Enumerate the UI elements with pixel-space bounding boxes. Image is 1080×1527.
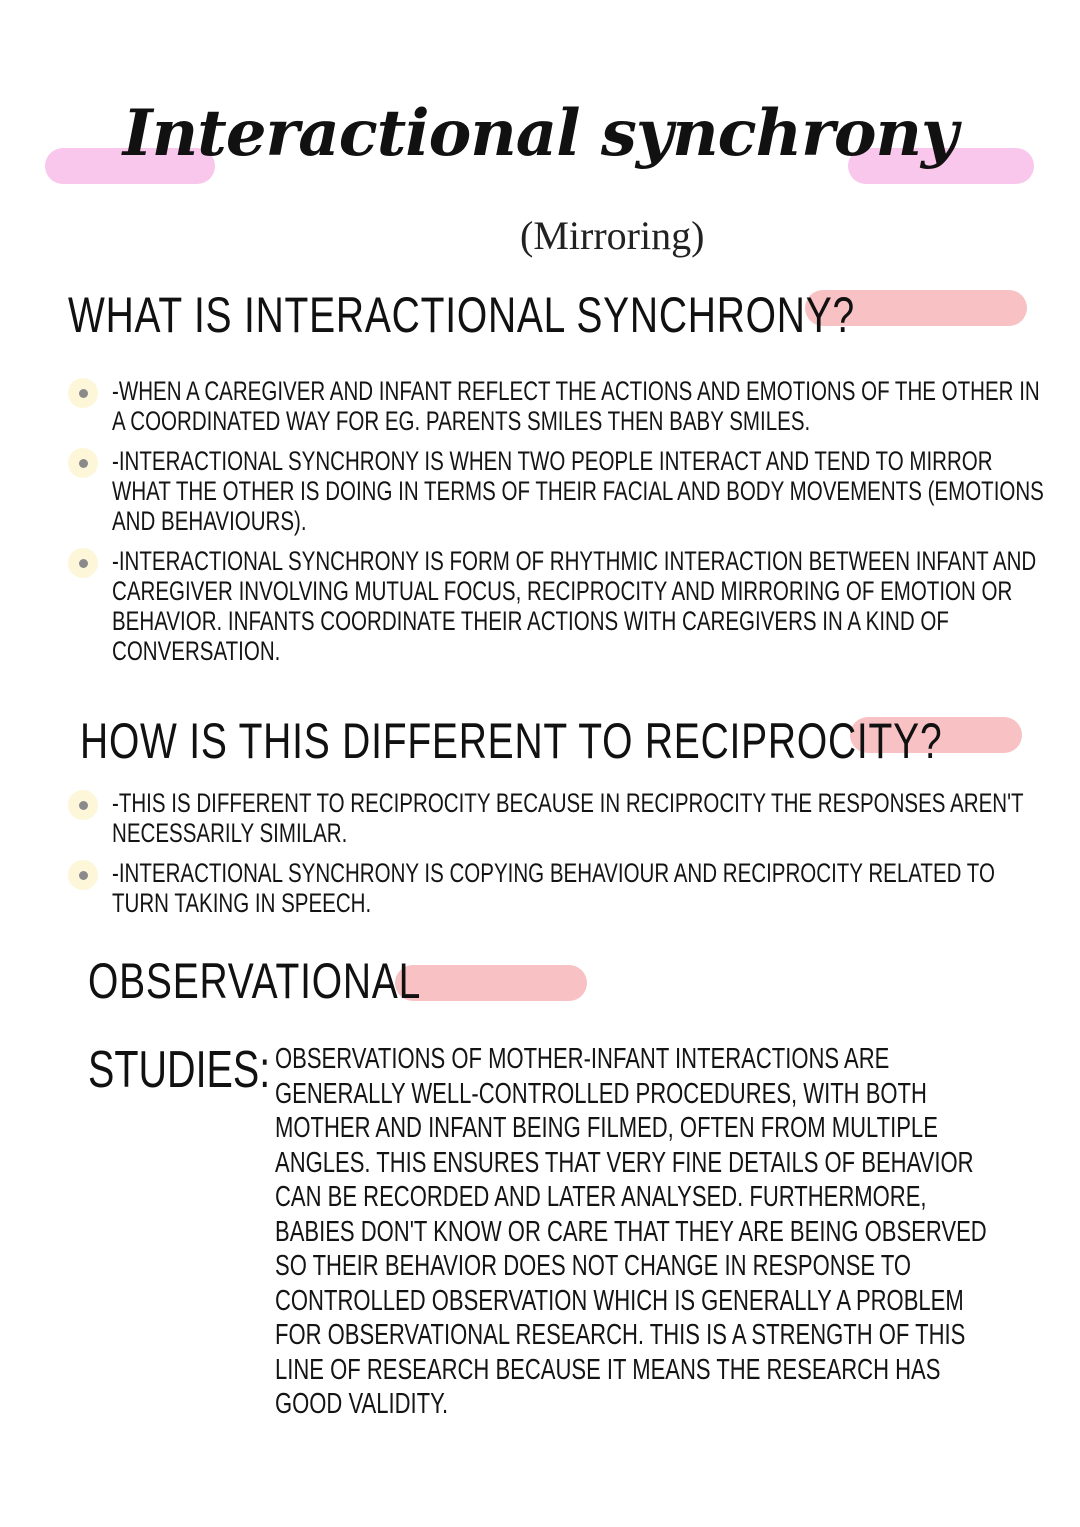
list-item xyxy=(68,446,1048,536)
section-heading-reciprocity: HOW IS THIS DIFFERENT TO RECIPROCITY? xyxy=(80,713,943,769)
bullet-text: -WHEN A CAREGIVER AND INFANT REFLECT THE ACTIONS AND EMOTIONS OF THE OTHER IN A COORDINATED WAY FOR EG. PARENTS SMILES THEN BABY SMILES. xyxy=(112,376,1040,436)
bullet-text: -THIS IS DIFFERENT TO RECIPROCITY BECAUSE IN RECIPROCITY THE RESPONSES AREN'T NECESSARILY SIMILAR. xyxy=(112,788,1024,848)
page-subtitle: (Mirroring) xyxy=(520,213,705,258)
bullet-text: -INTERACTIONAL SYNCHRONY IS COPYING BEHAVIOUR AND RECIPROCITY RELATED TO TURN TAKING IN SPEECH. xyxy=(112,858,995,918)
section2-bullet-list xyxy=(68,788,1048,928)
bullet-dot-icon xyxy=(68,790,98,820)
bullet-dot-icon xyxy=(68,860,98,890)
list-item xyxy=(68,858,1048,918)
bullet-text: -INTERACTIONAL SYNCHRONY IS WHEN TWO PEOPLE INTERACT AND TEND TO MIRROR WHAT THE OTHER IS DOING IN TERMS OF THEIR FACIAL AND BODY MOVEMENTS (EMOTIONS AND BEHAVIOURS). xyxy=(112,446,1044,536)
page-title: Interactional synchrony xyxy=(122,96,958,171)
heading3-highlight xyxy=(395,965,587,1001)
bullet-dot-icon xyxy=(68,448,98,478)
list-item xyxy=(68,788,1048,848)
section1-bullet-list xyxy=(68,376,1048,676)
section-heading-what-is: WHAT IS INTERACTIONAL SYNCHRONY? xyxy=(68,287,856,343)
studies-label: STUDIES: xyxy=(88,1041,271,1099)
list-item xyxy=(68,376,1048,436)
bullet-text: -INTERACTIONAL SYNCHRONY IS FORM OF RHYTHMIC INTERACTION BETWEEN INFANT AND CAREGIVER INVOLVING MUTUAL FOCUS, RECIPROCITY AND MIRRORING OF EMOTION OR BEHAVIOR. INFANTS COORDINATE THEIR ACTIONS WITH CAREGIVERS IN A KIND OF CONVERSATION. xyxy=(112,546,1037,666)
studies-paragraph: OBSERVATIONS OF MOTHER-INFANT INTERACTIONS ARE GENERALLY WELL-CONTROLLED PROCEDURES, WITH BOTH MOTHER AND INFANT BEING FILMED, OFTEN FROM MULTIPLE ANGLES. THIS ENSURES THAT VERY FINE DETAILS OF BEHAVIOR CAN BE RECORDED AND LATER ANALYSED. FURTHERMORE, BABIES DON'T KNOW OR CARE THAT THEY ARE BEING OBSERVED SO THEIR BEHAVIOR DOES NOT CHANGE IN RESPONSE TO CONTROLLED OBSERVATION WHICH IS GENERALLY A PROBLEM FOR OBSERVATIONAL RESEARCH. THIS IS A STRENGTH OF THIS LINE OF RESEARCH BECAUSE IT MEANS THE RESEARCH HAS GOOD VALIDITY. xyxy=(275,1043,987,1420)
section-heading-observational: OBSERVATIONAL xyxy=(88,953,422,1009)
list-item xyxy=(68,546,1048,666)
bullet-dot-icon xyxy=(68,378,98,408)
bullet-dot-icon xyxy=(68,548,98,578)
